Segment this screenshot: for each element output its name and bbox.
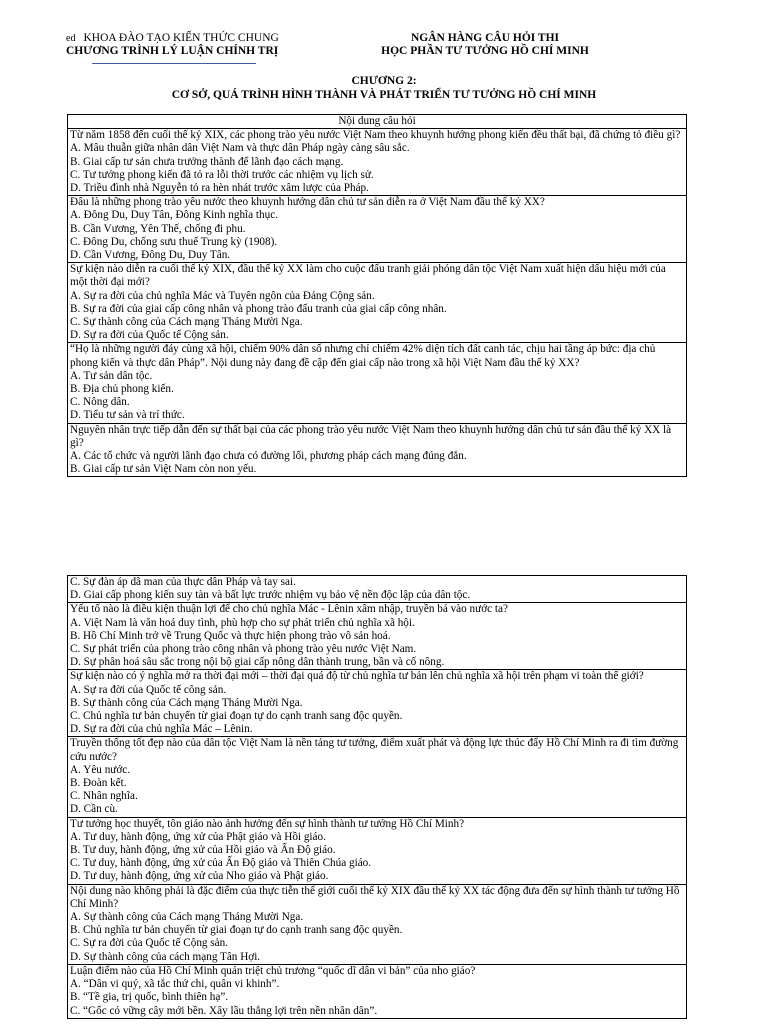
answer-option: A. Tư duy, hành động, ứng xử của Phật giáo và Hồi giáo.: [70, 830, 326, 843]
question-text: Truyền thống tốt đẹp nào của dân tộc Việt Nam là nền tảng tư tưởng, điểm xuất phát và động lực thúc đẩy Hồ Chí Minh ra đi tìm đường cứu nước?: [70, 737, 679, 763]
answer-option: D. Cần Vương, Đông Du, Duy Tân.: [70, 249, 231, 262]
answer-option: C. Nông dân.: [70, 396, 130, 409]
answer-option: C. Sự đàn áp dã man của thực dân Pháp và tay sai.: [70, 576, 296, 588]
answer-option: C. Tư tưởng phong kiến đã tỏ ra lỗi thời trước các nhiệm vụ lịch sử.: [70, 168, 374, 181]
answer-option: D. Sự ra đời của chủ nghĩa Mác – Lênin.: [70, 723, 253, 736]
header-ed-mark: ed: [66, 33, 76, 44]
answer-option: C. Sự phát triển của phong trào công nhân và phong trào yêu nước Việt Nam.: [70, 643, 417, 656]
question-cell: [68, 817, 687, 884]
table-row: [68, 576, 687, 603]
answer-option: D. Cần cù.: [70, 803, 118, 816]
answer-option: C. Chủ nghĩa tư bản chuyển từ giai đoạn tự do cạnh tranh sang độc quyền.: [70, 710, 403, 723]
answer-option: C. Đông Du, chống sưu thuế Trung kỳ (1908).: [70, 235, 278, 248]
answer-option: A. Các tổ chức và người lãnh đạo chưa có đường lối, phương pháp cách mạng đúng đắn.: [70, 450, 467, 463]
question-text: Yếu tố nào là điều kiện thuận lợi để cho chủ nghĩa Mác - Lênin xâm nhập, truyền bá vào nước ta?: [70, 603, 508, 616]
answer-option: B. Chủ nghĩa tư bản chuyển từ giai đoạn tự do cạnh tranh sang độc quyền.: [70, 924, 403, 937]
question-cell: [68, 129, 687, 196]
question-bank-title: NGÂN HÀNG CÂU HỎI THI: [410, 32, 560, 44]
answer-option: D. Tiểu tư sản và trí thức.: [70, 409, 185, 422]
question-cell: [68, 670, 687, 737]
question-cell: [68, 884, 687, 964]
question-text: Đâu là những phong trào yêu nước theo khuynh hướng dân chủ tư sản diễn ra ở Việt Nam đầu thế kỷ XX?: [70, 196, 545, 209]
answer-option: A. “Dân vi quý, xã tắc thứ chi, quân vi khinh”.: [70, 978, 280, 991]
question-cell: [68, 576, 687, 603]
table-row: [68, 817, 687, 884]
table-row: [68, 129, 687, 196]
answer-option: D. Sự phân hoá sâu sắc trong nội bộ giai cấp nông dân thành trung, bần và cố nông.: [70, 656, 445, 669]
answer-option: A. Sự thành công của Cách mạng Tháng Mười Nga.: [70, 911, 304, 924]
table-header: Nội dung câu hỏi: [68, 115, 687, 129]
header-underline: [92, 63, 256, 64]
table-row: [68, 423, 687, 477]
answer-option: B. Địa chủ phong kiến.: [70, 383, 174, 396]
table-row: [68, 737, 687, 817]
question-cell: [68, 423, 687, 477]
table-row: [68, 343, 687, 423]
answer-option: C. Sự ra đời của Quốc tế Cộng sản.: [70, 937, 229, 950]
answer-option: C. Nhân nghĩa.: [70, 790, 138, 803]
answer-option: B. Tư duy, hành động, ứng xử của Hồi giáo và Ấn Độ giáo.: [70, 844, 336, 857]
question-text: Tư tưởng học thuyết, tôn giáo nào ảnh hưởng đến sự hình thành tư tưởng Hồ Chí Minh?: [70, 817, 465, 830]
table-row: [68, 964, 687, 1018]
question-cell: [68, 964, 687, 1018]
question-text: Nội dung nào không phải là đặc điểm của thực tiễn thế giới cuối thế kỷ XIX đầu thế kỷ XX tác động đưa đến sự hình thành tư tưởng Hồ Chí Minh?: [70, 884, 680, 910]
answer-option: B. “Tề gia, trị quốc, bình thiên hạ”.: [70, 991, 229, 1004]
question-table-2-body: [68, 576, 687, 1019]
answer-option: C. Tư duy, hành động, ứng xử của Ấn Độ giáo và Thiên Chúa giáo.: [70, 857, 372, 870]
answer-option: B. Đoàn kết.: [70, 777, 127, 790]
table-row: [68, 670, 687, 737]
answer-option: A. Sự ra đời của chủ nghĩa Mác và Tuyên ngôn của Đảng Cộng sản.: [70, 289, 375, 302]
answer-option: A. Việt Nam là văn hoá duy tình, phù hợp cho sự phát triển chủ nghĩa xã hội.: [70, 616, 415, 629]
question-text: Nguyên nhân trực tiếp dẫn đến sự thất bại của các phong trào yêu nước Việt Nam theo khuynh hướng dân chủ tư sản đầu thế kỷ XX là gì?: [70, 423, 672, 449]
table-row: [68, 196, 687, 263]
course-title: HỌC PHẦN TƯ TƯỞNG HỒ CHÍ MINH: [381, 45, 589, 57]
answer-option: A. Tư sản dân tộc.: [70, 369, 153, 382]
header-left: [66, 32, 279, 58]
answer-option: A. Đông Du, Duy Tân, Đông Kinh nghĩa thục.: [70, 209, 278, 222]
answer-option: D. Sự thành công của cách mạng Tân Hợi.: [70, 950, 261, 963]
question-text: Sự kiện nào diễn ra cuối thế kỷ XIX, đầu thế kỷ XX làm cho cuộc đấu tranh giải phóng dân tộc Việt Nam xuất hiện dấu hiệu mới của một thời đại mới?: [70, 263, 666, 289]
answer-option: D. Sự ra đời của Quốc tế Cộng sản.: [70, 329, 229, 342]
question-cell: [68, 737, 687, 817]
answer-option: A. Sự ra đời của Quốc tế công sản.: [70, 683, 227, 696]
question-text: Luận điểm nào của Hồ Chí Minh quán triệt chủ trương “quốc dĩ dân vi bản” của nho giáo?: [70, 964, 476, 977]
program-name: CHƯƠNG TRÌNH LÝ LUẬN CHÍNH TRỊ: [66, 45, 279, 57]
answer-option: B. Giai cấp tư sản Việt Nam còn non yếu.: [70, 463, 257, 476]
table-row: [68, 263, 687, 343]
answer-option: C. Sự thành công của Cách mạng Tháng Mười Nga.: [70, 316, 303, 329]
answer-option: B. Cần Vương, Yên Thế, chống đi phu.: [70, 222, 246, 235]
header-right: [370, 32, 600, 58]
question-table-1: [67, 114, 687, 477]
answer-option: B. Sự ra đời của giai cấp công nhân và phong trào đấu tranh của giai cấp công nhân.: [70, 302, 447, 315]
question-cell: [68, 343, 687, 423]
question-table-2: [67, 575, 687, 1019]
question-cell: [68, 603, 687, 670]
faculty-name: KHOA ĐÀO TẠO KIẾN THỨC CHUNG: [83, 32, 279, 44]
chapter-name: CƠ SỞ, QUÁ TRÌNH HÌNH THÀNH VÀ PHÁT TRIỂN TƯ TƯỞNG HỒ CHÍ MINH: [171, 89, 597, 101]
answer-option: A. Mâu thuẫn giữa nhân dân Việt Nam và thực dân Pháp ngày càng sâu sắc.: [70, 142, 410, 155]
answer-option: B. Giai cấp tư sản chưa trưởng thành để lãnh đạo cách mạng.: [70, 155, 344, 168]
table-row: [68, 884, 687, 964]
question-cell: [68, 263, 687, 343]
question-cell: [68, 196, 687, 263]
question-table-1-body: [68, 129, 687, 477]
chapter-number: CHƯƠNG 2:: [351, 75, 417, 87]
answer-option: B. Hồ Chí Minh trở về Trung Quốc và thực hiện phong trào vô sản hoá.: [70, 629, 391, 642]
question-text: Từ năm 1858 đến cuối thế kỷ XIX, các phong trào yêu nước Việt Nam theo khuynh hướng phong kiến đều thất bại, đã chứng tỏ điều gì?: [70, 129, 681, 142]
answer-option: C. “Gốc có vững cây mới bền. Xây lầu thắng lợi trên nền nhân dân”.: [70, 1004, 378, 1017]
document-header: [0, 32, 768, 62]
chapter-title: [0, 74, 768, 102]
answer-option: D. Giai cấp phong kiến suy tàn và bất lực trước nhiệm vụ bảo vệ nền độc lập của dân tộc.: [70, 589, 471, 602]
table-row: [68, 603, 687, 670]
question-text: Sự kiện nào có ý nghĩa mở ra thời đại mới – thời đại quá độ từ chủ nghĩa tư bản lên chủ nghĩa xã hội trên phạm vi toàn thế giới?: [70, 670, 644, 683]
answer-option: D. Triều đình nhà Nguyễn tỏ ra hèn nhát trước xâm lược của Pháp.: [70, 182, 369, 195]
answer-option: B. Sự thành công của Cách mạng Tháng Mười Nga.: [70, 696, 303, 709]
answer-option: D. Tư duy, hành động, ứng xử của Nho giáo và Phật giáo.: [70, 870, 329, 883]
question-text: “Họ là những người đáy cùng xã hội, chiếm 90% dân số nhưng chỉ chiếm 42% diện tích đất canh tác, chịu hai tầng áp bức: địa chủ phong kiến và thực dân Pháp”. Nội dung này đang đề cập đến giai cấp nào trong xã hội Việt Nam đầu thế kỷ XX?: [70, 343, 656, 369]
answer-option: A. Yêu nước.: [70, 763, 131, 776]
